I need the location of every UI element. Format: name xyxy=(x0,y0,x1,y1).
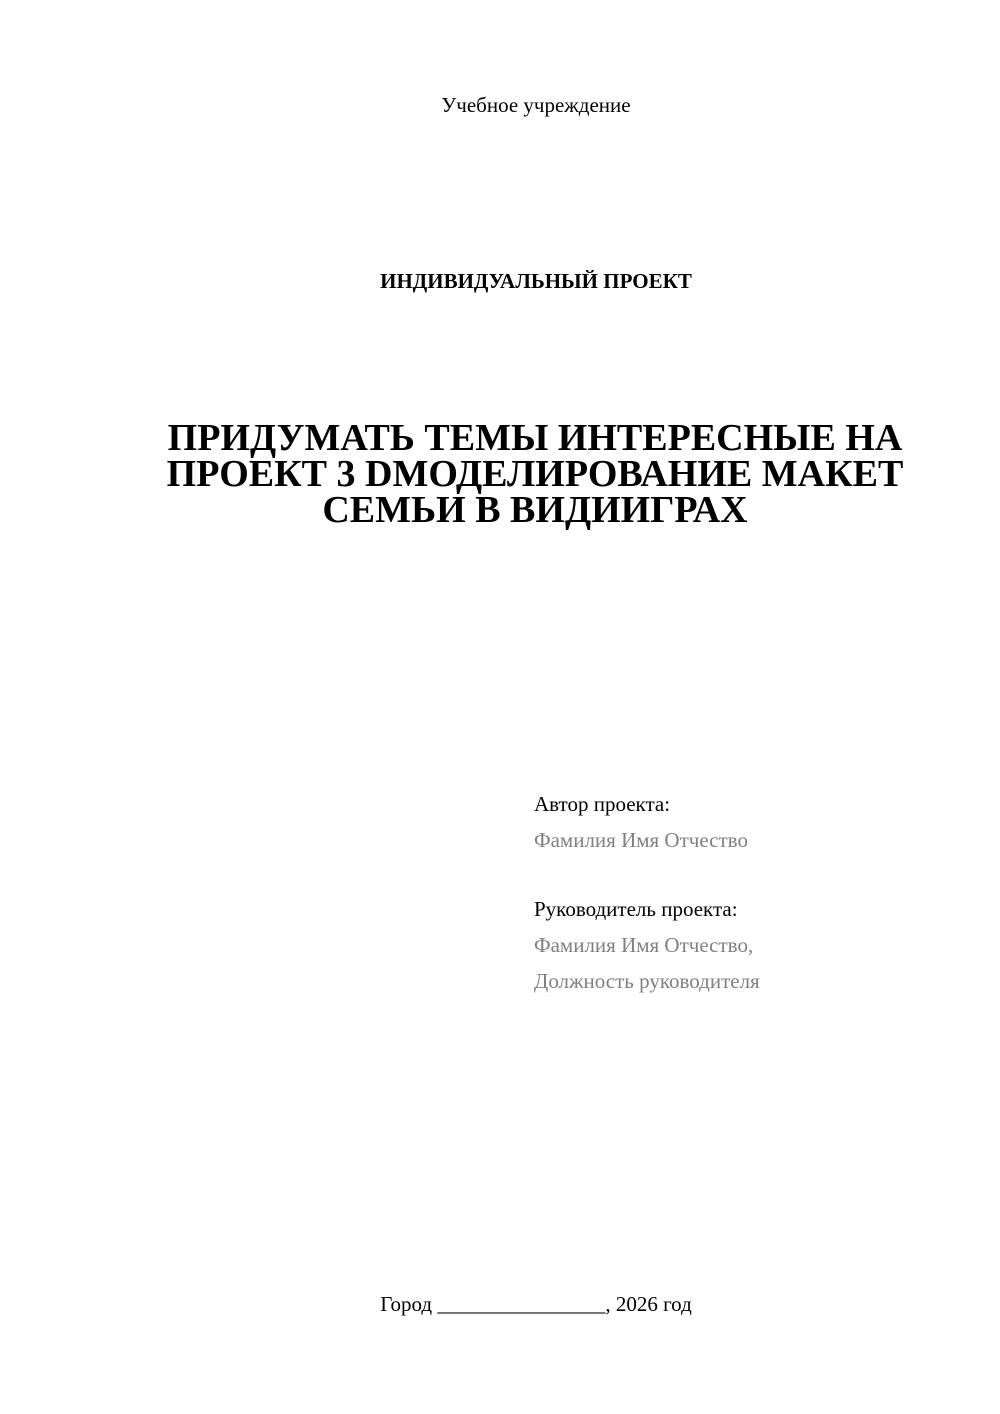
document-type: ИНДИВИДУАЛЬНЫЙ ПРОЕКТ xyxy=(380,269,692,293)
author-name: Фамилия Имя Отчество xyxy=(534,828,748,852)
author-label: Автор проекта: xyxy=(534,792,671,816)
institution-name: Учебное учреждение xyxy=(441,93,631,117)
supervisor-block xyxy=(534,891,974,999)
project-title: ПРИДУМАТЬ ТЕМЫ ИНТЕРЕСНЫЕ НА ПРОЕКТ 3 DМОДЕЛИРОВАНИЕ МАКЕТ СЕМЬИ В ВИДИИГРАХ xyxy=(166,417,904,531)
supervisor-name: Фамилия Имя Отчество, xyxy=(534,933,754,957)
supervisor-position: Должность руководителя xyxy=(534,969,760,993)
city-year-line: Город ________________, 2026 год xyxy=(380,1292,692,1316)
supervisor-label: Руководитель проекта: xyxy=(534,897,738,921)
author-block xyxy=(534,786,974,858)
